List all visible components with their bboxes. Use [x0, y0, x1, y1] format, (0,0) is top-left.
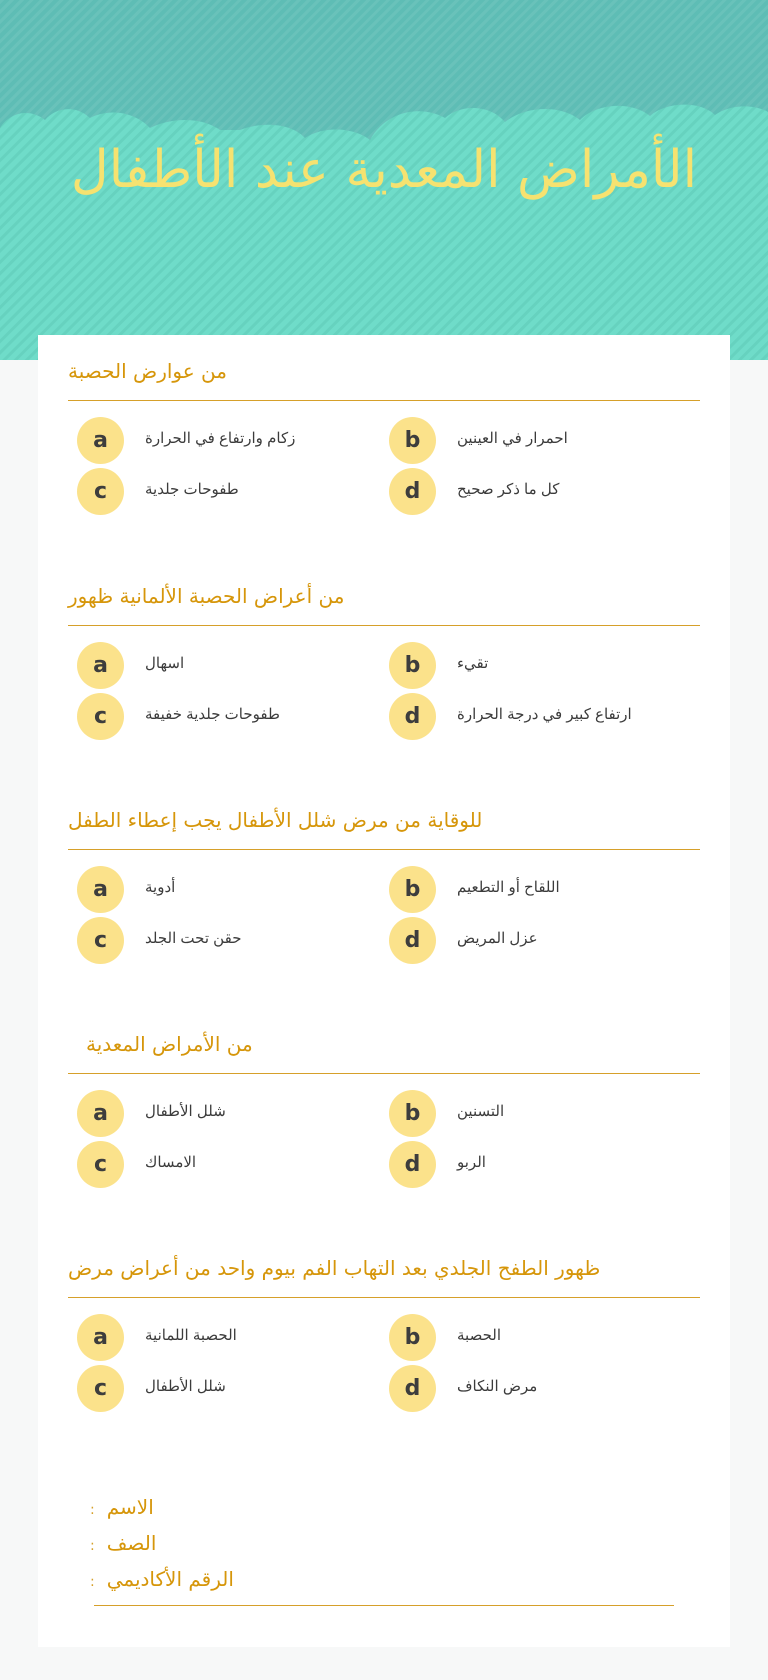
option-text: تقيء [457, 655, 489, 672]
question-2-text: من أعراض الحصبة الألمانية ظهور [68, 584, 345, 608]
question-2 [38, 560, 730, 760]
question-5-divider [68, 1297, 700, 1298]
header-banner [0, 0, 768, 360]
question-3-text: للوقاية من مرض شلل الأطفال يجب إعطاء الطفل [68, 808, 483, 832]
question-4-divider [68, 1073, 700, 1074]
option-1c[interactable] [77, 468, 377, 516]
option-letter-badge: c [77, 468, 124, 515]
option-text: عزل المريض [457, 930, 538, 947]
academic-id-field[interactable] [90, 1567, 234, 1591]
option-text: كل ما ذكر صحيح [457, 481, 560, 498]
option-letter-badge: a [77, 1314, 124, 1361]
class-label: الصف [106, 1531, 157, 1555]
option-letter-badge: a [77, 866, 124, 913]
option-5a[interactable] [77, 1314, 377, 1362]
option-text: مرض النكاف [457, 1378, 538, 1395]
option-text: احمرار في العينين [457, 430, 568, 447]
option-letter-badge: a [77, 417, 124, 464]
option-letter-badge: d [389, 468, 436, 515]
option-letter-badge: b [389, 1090, 436, 1137]
option-2c[interactable] [77, 693, 377, 741]
option-2b[interactable] [389, 642, 689, 690]
option-letter-badge: b [389, 642, 436, 689]
option-text: ارتفاع كبير في درجة الحرارة [457, 706, 632, 723]
option-4b[interactable] [389, 1090, 689, 1138]
footer-divider [94, 1605, 674, 1606]
question-5-text: ظهور الطفح الجلدي بعد التهاب الفم بيوم واحد من أعراض مرض [68, 1256, 601, 1280]
option-letter-badge: c [77, 1365, 124, 1412]
academic-id-label: الرقم الأكاديمي [106, 1567, 234, 1591]
question-1 [38, 335, 730, 535]
option-letter-badge: d [389, 693, 436, 740]
class-field[interactable] [90, 1531, 156, 1555]
option-text: الحصبة اللمانية [145, 1327, 237, 1344]
option-5c[interactable] [77, 1365, 377, 1413]
option-3c[interactable] [77, 917, 377, 965]
question-4-text: من الأمراض المعدية [86, 1032, 253, 1056]
option-text: الحصبة [457, 1327, 501, 1344]
option-text: التسنين [457, 1103, 505, 1120]
option-text: اسهال [145, 655, 185, 672]
option-text: شلل الأطفال [145, 1378, 226, 1395]
question-2-divider [68, 625, 700, 626]
option-4a[interactable] [77, 1090, 377, 1138]
option-text: طفوحات جلدية خفيفة [145, 706, 280, 723]
option-text: زكام وارتفاع في الحرارة [145, 430, 296, 447]
question-4 [38, 1008, 730, 1208]
option-letter-badge: d [389, 917, 436, 964]
question-3-divider [68, 849, 700, 850]
option-text: الامساك [145, 1154, 197, 1171]
option-text: أدوية [145, 879, 176, 896]
option-letter-badge: c [77, 1141, 124, 1188]
option-4d[interactable] [389, 1141, 689, 1189]
option-2a[interactable] [77, 642, 377, 690]
option-text: طفوحات جلدية [145, 481, 239, 498]
option-3b[interactable] [389, 866, 689, 914]
option-letter-badge: c [77, 693, 124, 740]
question-1-text: من عوارض الحصبة [68, 359, 227, 383]
option-5d[interactable] [389, 1365, 689, 1413]
option-text: اللقاح أو التطعيم [457, 879, 560, 896]
option-letter-badge: b [389, 1314, 436, 1361]
quiz-card [38, 335, 730, 1647]
option-3d[interactable] [389, 917, 689, 965]
option-3a[interactable] [77, 866, 377, 914]
option-1b[interactable] [389, 417, 689, 465]
question-1-divider [68, 400, 700, 401]
option-letter-badge: d [389, 1365, 436, 1412]
question-3 [38, 784, 730, 984]
academic-id-colon: : [90, 1574, 95, 1590]
option-5b[interactable] [389, 1314, 689, 1362]
option-letter-badge: a [77, 642, 124, 689]
option-2d[interactable] [389, 693, 689, 741]
option-letter-badge: d [389, 1141, 436, 1188]
class-colon: : [90, 1538, 95, 1554]
option-letter-badge: a [77, 1090, 124, 1137]
option-1d[interactable] [389, 468, 689, 516]
name-label: الاسم [106, 1495, 154, 1519]
option-letter-badge: c [77, 917, 124, 964]
name-field[interactable] [90, 1495, 154, 1519]
option-text: شلل الأطفال [145, 1103, 226, 1120]
option-4c[interactable] [77, 1141, 377, 1189]
option-letter-badge: b [389, 866, 436, 913]
page-title: الأمراض المعدية عند الأطفال [70, 140, 698, 200]
name-colon: : [90, 1502, 95, 1518]
option-letter-badge: b [389, 417, 436, 464]
option-text: الربو [457, 1154, 486, 1171]
option-text: حقن تحت الجلد [145, 930, 242, 947]
question-5 [38, 1232, 730, 1432]
option-1a[interactable] [77, 417, 377, 465]
